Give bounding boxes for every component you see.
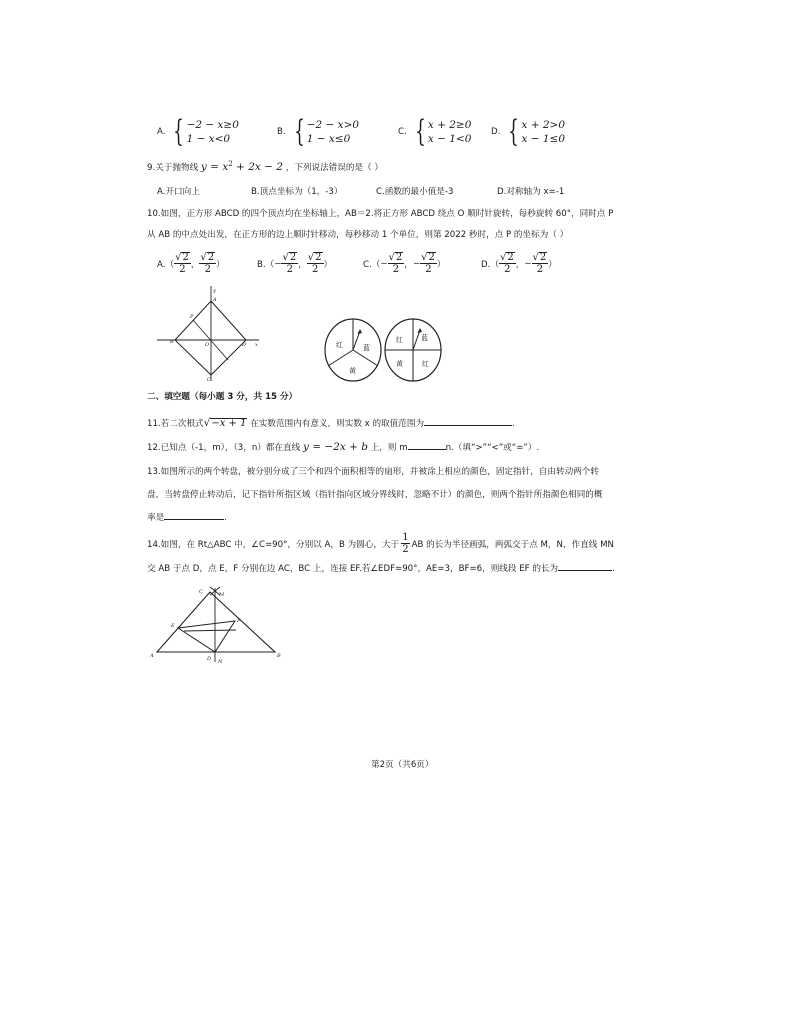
ineq-row: 1 − x≤0: [306, 133, 351, 145]
q9-option-c: C.函数的最小值是-3: [376, 187, 454, 197]
q13-line3-text: 率是: [147, 513, 165, 523]
ineq-row: −2 − x>0: [306, 119, 360, 131]
triangle-abc: [157, 592, 275, 652]
q14-text-a: 14.如图，在 Rt△ABC 中，∠C=90°，分别以 A，B 为圆心，大于: [147, 539, 400, 550]
ineq-row: 1 − x<0: [186, 133, 231, 145]
pointer-arrow-icon: [358, 329, 363, 334]
comma: ，: [298, 259, 307, 270]
sector-label: 蓝: [363, 344, 370, 352]
denominator: 2: [204, 264, 211, 275]
q13-line3: [147, 510, 227, 523]
denominator: 2: [536, 264, 544, 275]
option-label: B.: [277, 127, 286, 137]
fraction: $\frac{√2}{2}$: [499, 252, 514, 275]
q10-option-b: [257, 252, 332, 275]
label-m: M: [219, 592, 225, 598]
minus-sign: −: [524, 258, 532, 269]
period: .: [512, 419, 515, 429]
label-p: P: [190, 314, 194, 320]
radicand: 2: [539, 252, 547, 263]
spinners-figure: [320, 317, 444, 385]
ineq-row: x + 2>0: [521, 119, 566, 131]
label-b: B: [277, 653, 281, 659]
option-label: A.（: [157, 259, 175, 270]
q14-line2-text: 交 AB 于点 D，点 E，F 分别在边 AC，BC 上，连接 EF.若∠EDF=90°，AE=3，BF=6，则线段 EF 的长为: [147, 564, 559, 574]
q12-prefix: 12.已知点（-1，m），（3，n）都在直线: [147, 443, 301, 453]
q14-text-b: AB 的长为半径画弧，两弧交于点 M，N，作直线 MN: [411, 539, 614, 550]
sector-label: 红: [396, 336, 403, 344]
label-f: F: [237, 618, 241, 624]
q9-prefix: 9.关于抛物线: [147, 162, 199, 173]
sector-label: 蓝: [421, 334, 428, 342]
label-c: C: [207, 377, 211, 383]
fraction: $\frac{√2}{2}$: [175, 252, 189, 275]
option-label: C.（: [363, 259, 381, 270]
radicand: 2: [507, 252, 514, 263]
math-var: x: [222, 160, 229, 173]
denominator: 2: [402, 544, 409, 555]
fraction: $\frac{√2}{2}$: [200, 252, 215, 275]
q8-option-c: [398, 114, 472, 149]
denominator: 2: [311, 264, 319, 275]
denominator: 2: [425, 264, 432, 275]
label-d: D: [242, 342, 247, 348]
fraction: $\frac{√2}{2}$: [532, 252, 547, 275]
q9-option-a: A.开口向上: [157, 187, 200, 197]
label-x: x: [255, 342, 258, 348]
answer-blank[interactable]: [408, 440, 446, 450]
pointer-arrow-icon: [418, 328, 423, 333]
line-equation: y = −2x + b: [302, 441, 368, 453]
radicand: 2: [315, 252, 322, 263]
radicand: 2: [182, 252, 189, 263]
pointer: [413, 330, 420, 350]
section-heading: 二、填空题（每小题 3 分，共 15 分）: [147, 392, 298, 402]
label-a: A: [213, 297, 217, 303]
q12-stem: [147, 440, 539, 453]
q10-line2: 从 AB 的中点处出发，在正方形的边上顺时针移动，每秒移动 1 个单位，则第 2022 秒时，点 P 的坐标为（ ）: [147, 230, 569, 240]
denominator: 2: [286, 264, 293, 275]
q10-line1: 10.如图，正方形 ABCD 的四个顶点均在坐标轴上，AB＝2.将正方形 ABCD 绕点 O 顺时针旋转，每秒旋转 60°，同时点 P: [147, 209, 614, 219]
q14-triangle-figure: [148, 583, 288, 665]
comma: ，: [190, 259, 200, 270]
fraction-half: [401, 532, 409, 555]
denominator: 2: [504, 264, 511, 275]
minus-sign: −: [380, 258, 388, 269]
ineq-row: x − 1<0: [427, 133, 472, 145]
close-paren: ）: [548, 259, 557, 270]
math-exp: 2: [228, 160, 233, 168]
q9-option-d: D.对称轴为 x=-1: [497, 187, 565, 197]
q14-line1: [147, 532, 614, 555]
minus-sign: −: [412, 258, 421, 269]
square-abcd: [175, 301, 246, 375]
radicand: 2: [395, 252, 403, 263]
close-paren: ）: [436, 259, 446, 270]
label-e: E: [171, 623, 175, 629]
option-label: A.: [157, 127, 166, 137]
brace: {: [415, 114, 426, 149]
close-paren: ）: [216, 259, 225, 270]
period: .: [224, 513, 227, 523]
option-label: B.（: [257, 259, 275, 270]
option-label: D.（: [481, 259, 499, 270]
minus-sign: −: [274, 258, 282, 269]
ineq-row: x − 1≤0: [521, 133, 566, 145]
label-d: D: [207, 656, 212, 662]
q9-option-b: B.顶点坐标为（1，-3）: [251, 187, 343, 197]
q10-option-a: [157, 252, 225, 275]
triangle-edf: [178, 621, 235, 652]
fraction: $\frac{√2}{2}$: [421, 252, 435, 275]
fraction: $\frac{√2}{2}$: [307, 252, 322, 275]
q12-suffix: n.（填“>”“<”或“=”）.: [445, 443, 540, 453]
ineq-row: −2 − x≥0: [186, 119, 239, 131]
brace: {: [173, 114, 185, 149]
q11-prefix: 11.若二次根式: [147, 419, 204, 429]
period: .: [612, 564, 615, 574]
option-label: D.: [491, 127, 501, 137]
sector-label: 红: [336, 341, 343, 349]
numerator: 1: [402, 532, 409, 543]
sector-label: 红: [422, 360, 429, 368]
math-rest: + 2x − 2: [232, 160, 283, 173]
label-o: O: [205, 342, 210, 348]
fraction: $\frac{√2}{2}$: [282, 252, 297, 275]
q10-option-d: [481, 252, 557, 275]
q11-suffix: 在实数范围内有意义，则实数 x 的取值范围为: [250, 419, 425, 429]
denominator: 2: [392, 264, 400, 275]
math-var: y: [200, 160, 207, 173]
q9-suffix: ，下列说法错误的是（ ）: [285, 162, 383, 173]
q13-line1: 13.如图所示的两个转盘，被分别分成了三个和四个面积相等的扇形，并被涂上相应的颜色，固定指针，自由转动两个转: [147, 467, 599, 477]
q14-line2: [147, 561, 615, 574]
label-a: A: [150, 653, 154, 659]
q10-option-c: [363, 252, 445, 275]
q10-square-figure: [155, 284, 265, 384]
radicand: 2: [207, 252, 215, 263]
comma: ，: [404, 259, 413, 270]
answer-blank[interactable]: [424, 416, 512, 426]
q11-stem: 11.若二次根式√−x + 1 在实数范围内有意义，则实数 x 的取值范围为 .: [147, 417, 515, 429]
math-op: =: [206, 160, 223, 173]
radicand: 2: [289, 252, 297, 263]
label-y: y: [213, 288, 216, 294]
q8-option-d: [491, 114, 566, 149]
answer-blank[interactable]: [558, 561, 612, 571]
radicand: −x + 1: [211, 418, 247, 429]
comma: ，: [515, 259, 525, 270]
pointer: [353, 331, 360, 350]
ineq-row: x + 2≥0: [427, 119, 472, 131]
spinner-right: [385, 319, 441, 381]
option-label: C.: [398, 127, 407, 137]
label-c: C: [199, 589, 203, 595]
page-number: 第2页（共6页）: [371, 760, 434, 770]
q12-mid: 上，则 m: [370, 443, 408, 453]
answer-blank[interactable]: [164, 510, 224, 520]
q9-stem: [147, 160, 383, 173]
brace: {: [508, 114, 520, 149]
radicand: 2: [428, 252, 435, 263]
sector-label: 黄: [396, 360, 403, 368]
spinner-left: [325, 319, 381, 381]
brace: {: [293, 114, 305, 149]
q8-option-b: [277, 114, 360, 149]
label-n: N: [218, 659, 223, 665]
label-b: B: [170, 339, 174, 345]
fraction: $\frac{√2}{2}$: [388, 252, 403, 275]
denominator: 2: [179, 264, 186, 275]
sector-label: 黄: [349, 367, 356, 375]
q13-line2: 盘，当转盘停止转动后，记下指针所指区域（指针指向区域分界线时，忽略不计）的颜色，则两个指针所指颜色相同的概: [147, 490, 603, 500]
close-paren: ）: [323, 259, 333, 270]
q8-option-a: [157, 114, 239, 149]
